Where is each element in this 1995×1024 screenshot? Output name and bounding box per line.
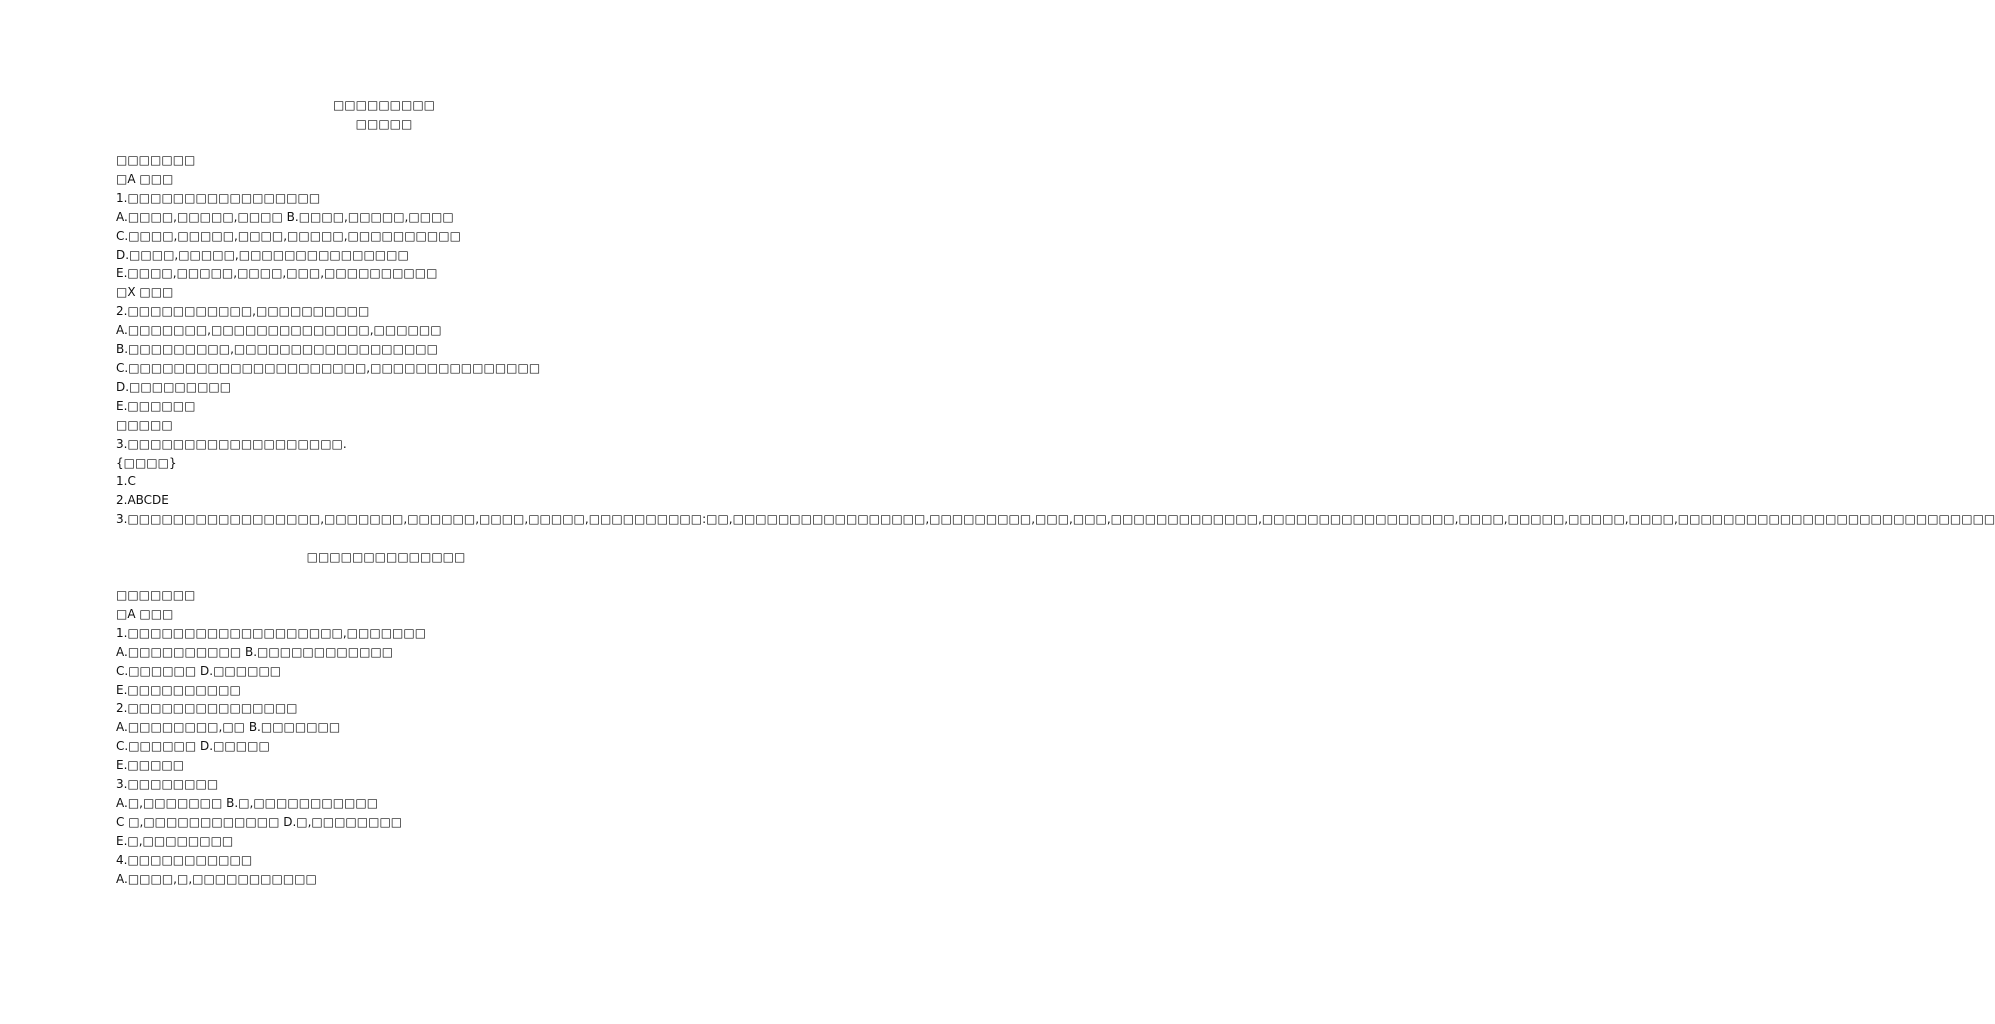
answer-option: C.□□□□,□□□□□,□□□□,□□□□□,□□□□□□□□□□	[116, 228, 461, 243]
answer-key: 1.C	[116, 474, 136, 489]
answer-option: E.□□□□□	[116, 758, 185, 773]
answer-option: A.□,□□□□□□□ B.□,□□□□□□□□□□□	[116, 796, 379, 810]
answer-option: C.□□□□□□□□□□□□□□□□□□□□□,□□□□□□□□□□□□□□□	[116, 360, 541, 375]
document-subtitle: □□□□□	[355, 117, 413, 131]
answer-option: A.□□□□,□,□□□□□□□□□□□	[116, 871, 317, 886]
answer-option: E.□□□□□□	[116, 398, 196, 413]
answer-option: A.□□□□□□□□,□□ B.□□□□□□□	[116, 720, 341, 735]
answer-option: A.□□□□□□□□□□ B.□□□□□□□□□□□□	[116, 644, 394, 659]
answer-key-paragraph: 3.□□□□□□□□□□□□□□□□□,□□□□□□□,□□□□□□,□□□□,□□□□□,□□□□□□□□□□:□□,□□□□□□□□□□□□□□□□□,□□□□□□□□□,□□□,□□□,□□□□□□□□□□□□□,□□□□□□□□□□□□□□□□□,□□□□,□□□□□,□□□□□,□□□□,□□□□□□□□□□□□□□□□□□□□□□□□□□□□	[116, 512, 1995, 527]
answer-option: D.□□□□,□□□□□,□□□□□□□□□□□□□□□	[116, 247, 409, 262]
question-type-label: □□□□□	[116, 417, 173, 432]
answer-option: B.□□□□□□□□□,□□□□□□□□□□□□□□□□□□	[116, 342, 438, 357]
answer-option: E.□□□□□□□□□□	[116, 682, 241, 697]
section-heading: □□□□□□□	[116, 588, 196, 603]
answer-option: C □,□□□□□□□□□□□□ D.□,□□□□□□□□	[116, 814, 403, 829]
question-type-label: □A □□□	[116, 606, 174, 621]
answer-option: A.□□□□□□□,□□□□□□□□□□□□□□,□□□□□□	[116, 323, 442, 338]
answer-option: A.□□□□,□□□□□,□□□□ B.□□□□,□□□□□,□□□□	[116, 209, 454, 224]
answer-option: C.□□□□□□ D.□□□□□□	[116, 663, 282, 678]
document-body	[116, 151, 1995, 889]
question-text: 3.□□□□□□□□	[116, 777, 219, 792]
question-text: 3.□□□□□□□□□□□□□□□□□□□.	[116, 436, 347, 451]
question-text: 1.□□□□□□□□□□□□□□□□□□□,□□□□□□□	[116, 625, 427, 640]
question-text: 4.□□□□□□□□□□□	[116, 852, 253, 867]
answer-option: D.□□□□□□□□□	[116, 379, 232, 394]
answer-option: C.□□□□□□ D.□□□□□	[116, 739, 270, 754]
question-type-label: □X □□□	[116, 285, 174, 300]
document-title: □□□□□□□□□	[332, 98, 436, 112]
question-text: 1.□□□□□□□□□□□□□□□□□	[116, 190, 321, 205]
answer-option: E.□□□□,□□□□□,□□□□,□□□,□□□□□□□□□□	[116, 266, 438, 281]
section-heading: □□□□□□□	[116, 153, 196, 167]
answer-option: E.□,□□□□□□□□	[116, 833, 234, 848]
question-type-label: □A □□□	[116, 171, 174, 186]
answer-key: 2.ABCDE	[116, 493, 169, 508]
question-text: 2.□□□□□□□□□□□□□□□	[116, 701, 298, 716]
answers-label: {□□□□}	[116, 455, 177, 470]
section-title: □□□□□□□□□□□□□□	[306, 550, 466, 565]
question-text: 2.□□□□□□□□□□□,□□□□□□□□□□	[116, 304, 370, 319]
